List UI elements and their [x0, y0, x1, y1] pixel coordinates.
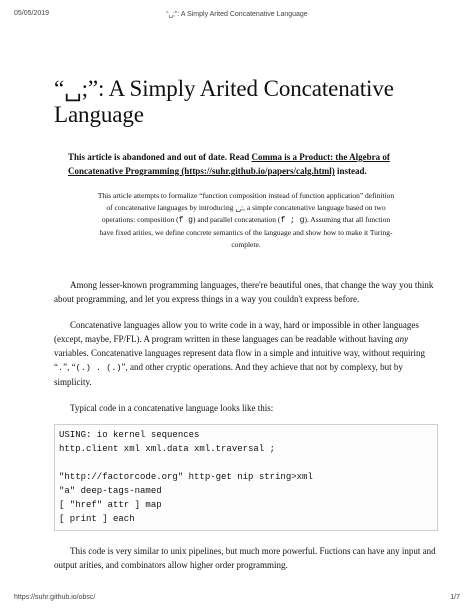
paragraph-concatenative — [54, 318, 438, 389]
code-line — [59, 456, 434, 470]
newer-article-link[interactable]: Comma is a Product: the Algebra of Concatenative Programming (https://suhr.github.io/papers/calg.html) — [68, 152, 390, 176]
print-header — [14, 10, 460, 20]
code-line: [ "href" attr ] map — [59, 500, 162, 510]
abstract — [96, 190, 396, 251]
para2-code-dot: . — [58, 363, 64, 373]
print-footer — [14, 594, 460, 604]
title-line-1: “␣;”: A Simply Arited Concatenative — [54, 76, 394, 101]
code-line: [ print ] each — [59, 514, 135, 524]
parallel-code: f ; g — [280, 216, 305, 225]
page-number: 1/7 — [450, 594, 460, 601]
para2-text-3: ”, “ — [63, 362, 76, 372]
notice-lead: This article is abandoned and out of date. Read — [68, 152, 252, 162]
print-url: https://suhr.github.io/obsc/ — [14, 594, 96, 601]
paragraph-unix-pipelines: This code is very similar to unix pipelines, but much more powerful. Fuctions can have any input and output arities, and combinators allow higher order programming. — [54, 546, 436, 570]
code-line: "a" deep-tags-named — [59, 486, 162, 496]
abstract-text-1: This article attempts to formalize “function composition instead of function application” definition of concatenative languages by introducing — [97, 191, 395, 212]
para2-text-4: ”, and other cryptic operations. And they achieve that not by complexy, but by simplicity. — [54, 362, 403, 387]
code-line: http.client xml xml.data xml.traversal ; — [59, 444, 276, 454]
code-block — [54, 424, 438, 531]
composition-code: f g — [178, 216, 193, 225]
code-line: USING: io kernel sequences — [59, 430, 200, 440]
para2-code-compose: (.) . (.) — [75, 363, 122, 373]
abstract-text-3: ) and parallel concatenation ( — [192, 215, 281, 224]
code-line: "http://factorcode.org" http-get nip string>xml — [59, 472, 313, 482]
print-doc-title: “␣;”: A Simply Arited Concatenative Language — [166, 11, 308, 18]
para2-text-2: variables. Concatenative languages represent data flow in a simple and intuitive way, without requiring “ — [54, 348, 426, 372]
article-title — [54, 76, 438, 128]
notice-tail: instead. — [334, 166, 367, 176]
article-body — [54, 76, 438, 572]
paragraph-typical-code: Typical code in a concatenative language looks like this: — [70, 403, 274, 413]
title-line-2: Language — [54, 102, 144, 127]
paragraph-intro: Among lesser-known programming languages, there're beautiful ones, that change the way you think about programming, and let you express things in a way you couldn't express before. — [54, 280, 434, 304]
abstract-op-symbol: ␣; — [235, 203, 244, 212]
deprecation-notice — [68, 150, 428, 178]
abstract-text-2: , a simple concatenative language based on two operations: composition ( — [101, 203, 386, 224]
abstract-text-4: ). Assuming that all function have fixed arities, we define concrete semantics of the language and show how to make it Turing-complete. — [99, 215, 393, 249]
para2-text-1: Concatenative languages allow you to write code in a way, hard or impossible in other languages (except, maybe, FP/FL). A program written in these languages can be readable without having — [54, 320, 419, 344]
para2-emphasis: any — [395, 334, 409, 344]
print-date: 05/05/2019 — [14, 10, 50, 17]
